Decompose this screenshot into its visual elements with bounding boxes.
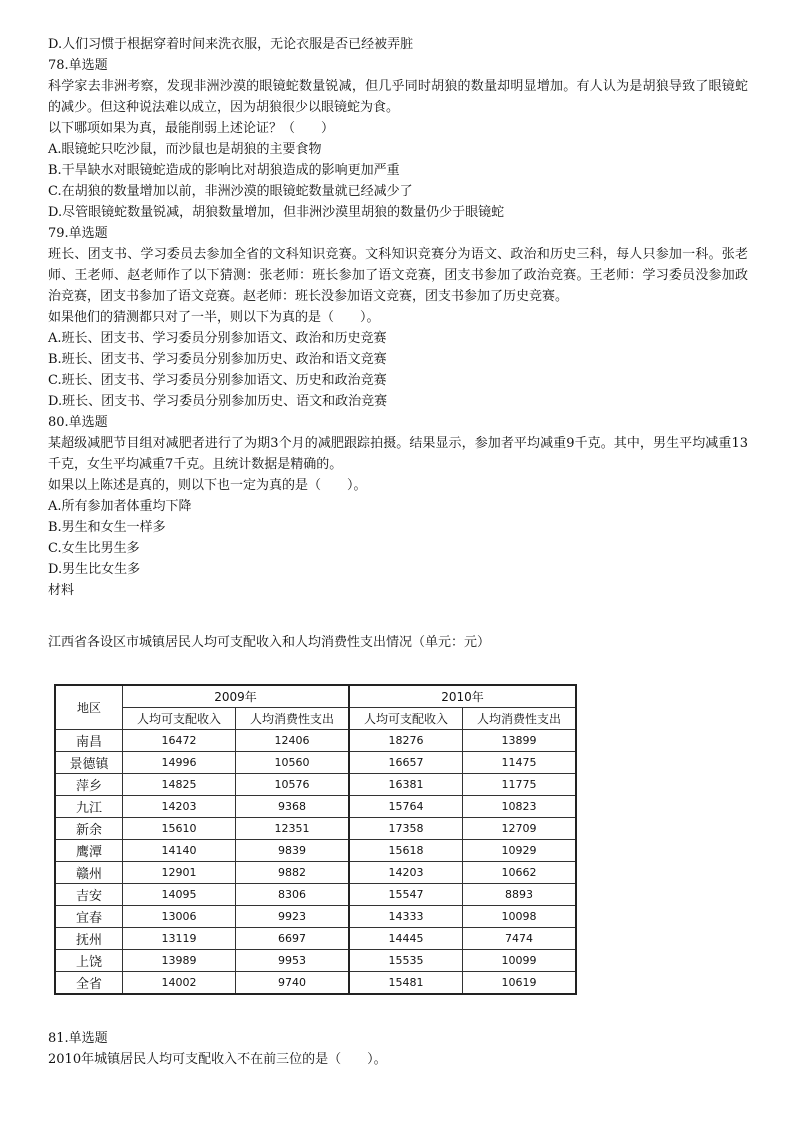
region-cell: 新余 [55,818,123,840]
region-cell: 抚州 [55,928,123,950]
value-cell: 10929 [463,840,577,862]
table-row [55,884,576,906]
table-row [55,950,576,972]
value-cell: 18276 [349,730,463,752]
value-cell: 10098 [463,906,577,928]
value-cell: 9923 [236,906,350,928]
text-line: 如果他们的猜测都只对了一半，则以下为真的是（ ）。 [48,310,380,325]
value-cell: 12709 [463,818,577,840]
value-cell: 13119 [123,928,236,950]
value-cell: 12901 [123,862,236,884]
year-header-2010: 2010年 [349,685,576,708]
sub-header-spending-2010: 人均消费性支出 [463,708,577,730]
value-cell: 14203 [349,862,463,884]
value-cell: 13989 [123,950,236,972]
value-cell: 17358 [349,818,463,840]
question-81-number: 81.单选题 [48,1031,108,1046]
region-cell: 赣州 [55,862,123,884]
value-cell: 16381 [349,774,463,796]
text-line: 79.单选题 [48,226,108,241]
question-paragraph: 科学家去非洲考察，发现非洲沙漠的眼镜蛇数量锐减，但几乎同时胡狼的数量却明显增加。有人认为是胡狼导致了眼镜蛇的减少。但这种说法难以成立，因为胡狼很少以眼镜蛇为食。 [48,79,748,115]
value-cell: 14095 [123,884,236,906]
value-cell: 16472 [123,730,236,752]
value-cell: 9368 [236,796,350,818]
value-cell: 12351 [236,818,350,840]
region-cell: 上饶 [55,950,123,972]
value-cell: 15547 [349,884,463,906]
text-line: D.男生比女生多 [48,562,141,577]
text-line: 如果以上陈述是真的，则以下也一定为真的是（ ）。 [48,478,367,493]
value-cell: 14445 [349,928,463,950]
value-cell: 9740 [236,972,350,995]
text-line: B.干旱缺水对眼镜蛇造成的影响比对胡狼造成的影响更加严重 [48,163,400,178]
value-cell: 10662 [463,862,577,884]
table-row [55,928,576,950]
text-line: A.所有参加者体重均下降 [48,499,192,514]
value-cell: 16657 [349,752,463,774]
value-cell: 11775 [463,774,577,796]
year-header-2009: 2009年 [123,685,350,708]
text-line: 以下哪项如果为真，最能削弱上述论证？（ ） [48,121,335,136]
table-year-header-row [55,685,576,708]
question-81-stem: 2010年城镇居民人均可支配收入不在前三位的是（ ）。 [48,1052,387,1067]
value-cell: 15618 [349,840,463,862]
value-cell: 10619 [463,972,577,995]
table-caption: 江西省各设区市城镇居民人均可支配收入和人均消费性支出情况（单元：元） [48,635,491,650]
value-cell: 9882 [236,862,350,884]
region-cell: 萍乡 [55,774,123,796]
text-line: A.班长、团支书、学习委员分别参加语文、政治和历史竞赛 [48,331,387,346]
text-line: 78.单选题 [48,58,108,73]
sub-header-spending-2009: 人均消费性支出 [236,708,350,730]
table-row [55,818,576,840]
question-block [48,34,752,601]
region-cell: 宜春 [55,906,123,928]
income-expenditure-table [54,684,577,995]
value-cell: 13899 [463,730,577,752]
value-cell: 9953 [236,950,350,972]
value-cell: 15610 [123,818,236,840]
region-cell: 鹰潭 [55,840,123,862]
question-paragraph: 某超级减肥节目组对减肥者进行了为期3个月的减肥跟踪拍摄。结果显示，参加者平均减重9千克。其中，男生平均减重13千克，女生平均减重7千克。且统计数据是精确的。 [48,436,748,472]
table-row [55,796,576,818]
value-cell: 14333 [349,906,463,928]
table-row [55,752,576,774]
text-line: D.人们习惯于根据穿着时间来洗衣服，无论衣服是否已经被弄脏 [48,37,414,52]
sub-header-income-2010: 人均可支配收入 [349,708,463,730]
region-cell: 景德镇 [55,752,123,774]
value-cell: 6697 [236,928,350,950]
text-line: C.在胡狼的数量增加以前，非洲沙漠的眼镜蛇数量就已经减少了 [48,184,413,199]
table-sub-header-row [55,708,576,730]
value-cell: 10823 [463,796,577,818]
text-line: 材料 [48,583,75,598]
question-paragraph: 班长、团支书、学习委员去参加全省的文科知识竞赛。文科知识竞赛分为语文、政治和历史三科，每人只参加一科。张老师、王老师、赵老师作了以下猜测：张老师：班长参加了语文竞赛，团支书参加了政治竞赛。王老师：学习委员没参加政治竞赛，团支书参加了语文竞赛。赵老师：班长没参加语文竞赛，团支书参加了历史竞赛。 [48,247,748,304]
region-cell: 吉安 [55,884,123,906]
text-line: D.尽管眼镜蛇数量锐减，胡狼数量增加，但非洲沙漠里胡狼的数量仍少于眼镜蛇 [48,205,505,220]
value-cell: 15535 [349,950,463,972]
value-cell: 9839 [236,840,350,862]
value-cell: 14002 [123,972,236,995]
text-line: B.男生和女生一样多 [48,520,166,535]
value-cell: 8893 [463,884,577,906]
region-cell: 全省 [55,972,123,995]
value-cell: 14140 [123,840,236,862]
text-line: D.班长、团支书、学习委员分别参加历史、语文和政治竞赛 [48,394,388,409]
table-row [55,972,576,995]
value-cell: 11475 [463,752,577,774]
text-line: A.眼镜蛇只吃沙鼠，而沙鼠也是胡狼的主要食物 [48,142,322,157]
value-cell: 14203 [123,796,236,818]
value-cell: 7474 [463,928,577,950]
table-row [55,840,576,862]
text-line: C.班长、团支书、学习委员分别参加语文、历史和政治竞赛 [48,373,387,388]
value-cell: 10560 [236,752,350,774]
table-row [55,862,576,884]
value-cell: 14825 [123,774,236,796]
value-cell: 15481 [349,972,463,995]
document-page [48,34,752,1070]
table-body [55,730,576,995]
region-cell: 南昌 [55,730,123,752]
text-line: B.班长、团支书、学习委员分别参加历史、政治和语文竞赛 [48,352,387,367]
value-cell: 8306 [236,884,350,906]
value-cell: 15764 [349,796,463,818]
text-line: 80.单选题 [48,415,108,430]
value-cell: 10576 [236,774,350,796]
text-line: C.女生比男生多 [48,541,140,556]
region-cell: 九江 [55,796,123,818]
value-cell: 13006 [123,906,236,928]
value-cell: 10099 [463,950,577,972]
value-cell: 14996 [123,752,236,774]
table-row [55,730,576,752]
table-row [55,906,576,928]
sub-header-income-2009: 人均可支配收入 [123,708,236,730]
value-cell: 12406 [236,730,350,752]
table-row [55,774,576,796]
region-header: 地区 [55,685,123,730]
